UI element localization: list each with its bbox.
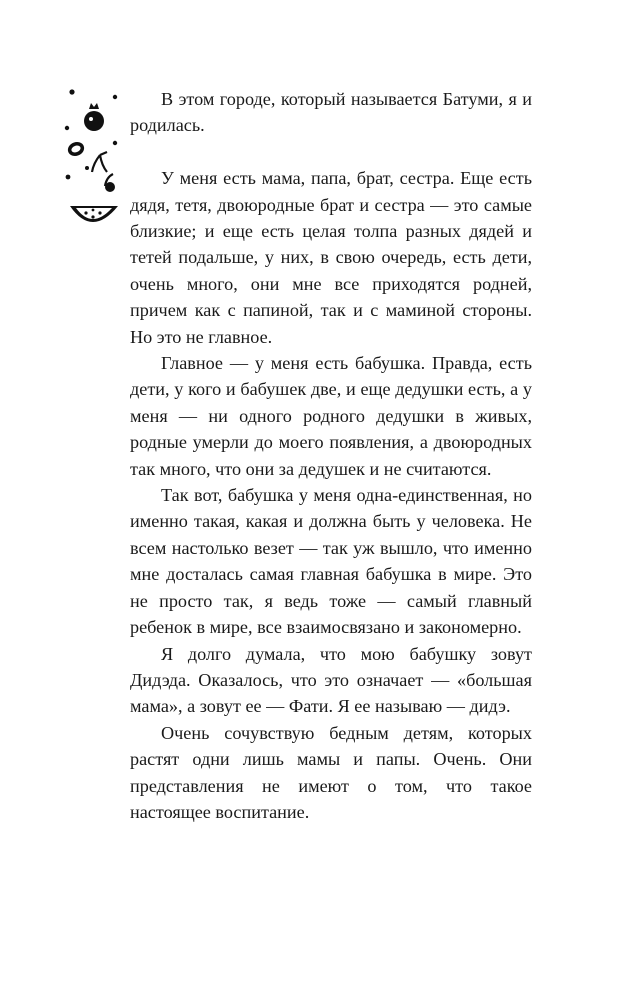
paragraph: Так вот, бабушка у меня одна-единственная, но именно такая, какая и должна быть у человека. Не всем настолько везет — так уж вышло, что именно мне досталась самая главная бабушка в мире. Это не просто так, я ведь тоже — самый главный ребенок в мире, все взаимосвязано и закономерно. [130, 485, 532, 638]
fruit-ornament [62, 88, 134, 248]
paragraph: Я долго думала, что мою бабушку зовут Дидэда. Оказалось, что это означает — «большая мама», а зовут ее — Фати. Я ее называю — дидэ. [130, 643, 532, 717]
watermelon-slice-icon [70, 206, 118, 222]
paragraph: Главное — у меня есть бабушка. Правда, есть дети, у кого и бабушек две, и еще дедушки есть, а у меня — ни одного родного дедушки в живых, родные умерли до моего появления, а двоюродных так много, что они за дедушек и не считаются. [130, 353, 532, 479]
ring-icon [68, 142, 84, 156]
paragraph: Очень сочувствую бедным детям, которых растят одни лишь мамы и папы. Очень. Они представления не имеют о том, что такое настоящее воспитание. [130, 722, 532, 822]
paragraph: В этом городе, который называется Батуми, я и родилась. [130, 89, 532, 136]
paragraph: У меня есть мама, папа, брат, сестра. Еще есть дядя, тетя, двоюродные брат и сестра — это самые близкие; и еще есть целая толпа разных дядей и тетей подальше, у них, в свою очередь, есть дети, очень много, они мне все приходятся родней, причем как с папиной, так и с маминой стороны. Но это не главное. [130, 168, 532, 347]
dot-icon [65, 89, 117, 179]
pomegranate-icon [84, 103, 104, 131]
cherries-icon [92, 152, 115, 192]
body-text [130, 86, 532, 825]
